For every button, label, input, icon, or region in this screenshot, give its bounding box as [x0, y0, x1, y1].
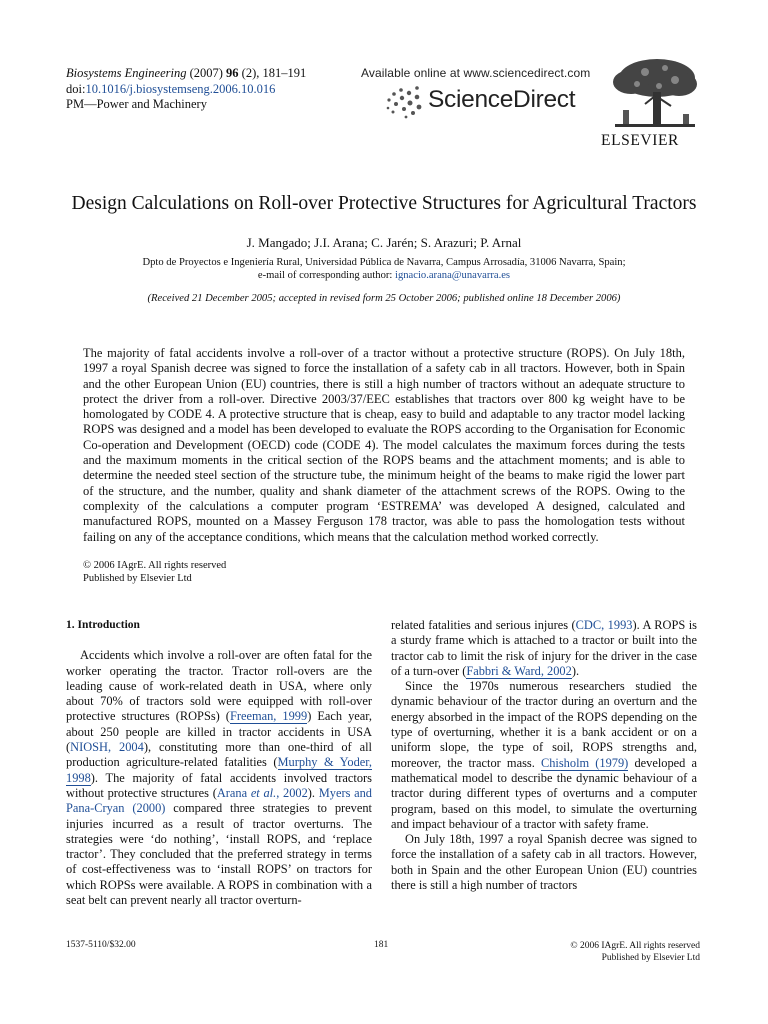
- publisher-line: Published by Elsevier Ltd: [83, 572, 192, 584]
- section-heading: 1. Introduction: [66, 619, 140, 631]
- abstract-text: The majority of fatal accidents involve a roll-over of a tractor without a protective structure (ROPS). On July 18th, 1997 a royal Spanish decree was signed to force the installation of a safety cab in all tractors. However, both in Spain and the other European Union (EU) countries, there is still a high number of tractors without an adequate structure to protect the driver from a roll-over. Directive 2003/37/EEC establishes that tractors over 800 kg weight have to be homologated by CODE 4. A protective structure that is cheap, easy to build and adaptable to any tractor model lacking ROPS was designed and a model has been developed to evaluate the ROPS according to the Organisation for Economic Co-operation and Development (OECD) code (CODE 4). The model calculates the maximum forces during the tests and the maximum moments in the critical section of the ROPS beams and the attachment moments; and is able to determine the needed steel section of the structure tube, the minimum height of the beams to make rigid the lower part of the structure, and the number, quality and shank diameter of the attachment screws of the ROPS. Owing to the complexity of the calculations a computer program ‘ESTREMA’ was developed A designed, calculated and manufactured ROPS, mounted on a Massey Ferguson 178 tractor, was able to pass the homologation tests without failing on any of the acceptance conditions, which means that the calculation method worked correctly.: [83, 346, 685, 544]
- left-column: [66, 618, 372, 908]
- page-number: 181: [374, 940, 389, 950]
- article-authors: J. Mangado; J.I. Arana; C. Jarén; S. Arazuri; P. Arnal: [246, 235, 522, 250]
- journal-header: [66, 66, 306, 113]
- received-dates: (Received 21 December 2005; accepted in revised form 25 October 2006; published online 18 December 2006): [147, 293, 621, 304]
- journal-section: PM—Power and Machinery: [66, 97, 207, 111]
- paragraph: On July 18th, 1997 a royal Spanish decree was signed to force the installation of a safety cab in all tractors. However, both in Spain and the other European Union (EU) countries there is still a high number of tractors: [391, 832, 697, 893]
- available-online-text: Available online at www.sciencedirect.com: [361, 66, 591, 80]
- citation-link[interactable]: Murphy & Yoder, 1998: [66, 755, 372, 785]
- right-column: [391, 618, 697, 893]
- paragraph: related fatalities and serious injures (CDC, 1993). A ROPS is a sturdy frame which is attached to a tractor or built into the tractor cab to limit the risk of injury for the driver in the case of a turn-over (Fabbri & Ward, 2002).: [391, 618, 697, 678]
- doi-line: doi:10.1016/j.biosystemseng.2006.10.016: [66, 81, 276, 96]
- journal-name: Biosystems Engineering: [66, 66, 187, 80]
- elsevier-wordmark: ELSEVIER: [601, 132, 679, 149]
- paragraph: Accidents which involve a roll-over are often fatal for the worker operating the tractor. Tractor roll-overs are the leading cause of work-related death in USA, where only about 70% of tractors sold were equipped with roll-over protective structures (ROPSs) (Freeman, 1999) Each year, about 250 people are killed in tractor accidents in USA (NIOSH, 2004), constituting more than one-third of all production agriculture-related fatalities (Murphy & Yoder, 1998). The majority of fatal accidents involved tractors without protective structures (Arana et al., 2002). Myers and Pana-Cryan (2000) compared three strategies to prevent injuries incurred as a result of tractor overturns. The strategies were ‘do nothing’, ‘install ROPS, and ‘replace tractor’. They concluded that the preferred strategy in terms of cost-effectiveness was to ‘install ROPS’ on tractors for which ROPSs were available. A ROPS in combination with a seat belt can prevent nearly all tractor overturn-: [66, 648, 373, 908]
- citation-link[interactable]: Chisholm (1979): [540, 755, 629, 770]
- abstract-copyright: [83, 560, 226, 585]
- email-link[interactable]: ignacio.arana@unavarra.es: [395, 269, 511, 281]
- affiliation-line: Dpto de Proyectos e Ingeniería Rural, Universidad Pública de Navarra, Campus Arrosadía, 31006 Navarra, Spain;: [142, 257, 626, 268]
- sciencedirect-logo: ScienceDirect: [428, 86, 576, 113]
- journal-citation: Biosystems Engineering (2007) 96 (2), 181–191: [66, 66, 307, 80]
- footer-issn: 1537-5110/$32.00: [66, 940, 136, 950]
- citation-link[interactable]: Myers and Pana-Cryan (2000): [66, 785, 372, 816]
- citation-link[interactable]: NIOSH, 2004: [70, 740, 144, 755]
- footer-copyright: © 2006 IAgrE. All rights reserved Published by Elsevier Ltd: [570, 941, 700, 963]
- citation-link[interactable]: Freeman, 1999: [229, 709, 308, 724]
- journal-volume: 96: [226, 66, 239, 80]
- email-line: e-mail of corresponding author: ignacio.arana@unavarra.es: [257, 269, 511, 281]
- paragraph: Since the 1970s numerous researchers studied the dynamic behaviour of the tractor during an overturn and the energy absorbed in the impact of the ROPS depending on the type of overturning, whether it is a bank accident or on a uniform slope, the type of soil, ROPS strengths and, moreover, the tractor mass. Chisholm (1979) developed a mathematical model to describe the dynamic behaviour of a tractor during different types of overturns and a computer program, based on this model, to simulate the overturning and impact behaviour of a tractor with safety frame.: [391, 679, 697, 831]
- citation-link[interactable]: Arana et al., 2002: [216, 785, 308, 800]
- elsevier-tree-icon: [601, 56, 703, 134]
- article-title: Design Calculations on Roll-over Protective Structures for Agricultural Tractors: [71, 193, 697, 214]
- citation-link[interactable]: CDC, 1993: [575, 618, 633, 632]
- doi-link[interactable]: 10.1016/j.biosystemseng.2006.10.016: [85, 81, 276, 96]
- author-affiliation: [0, 257, 768, 282]
- citation-link[interactable]: Fabbri & Ward, 2002: [466, 663, 572, 678]
- copyright-line: © 2006 IAgrE. All rights reserved: [83, 560, 227, 571]
